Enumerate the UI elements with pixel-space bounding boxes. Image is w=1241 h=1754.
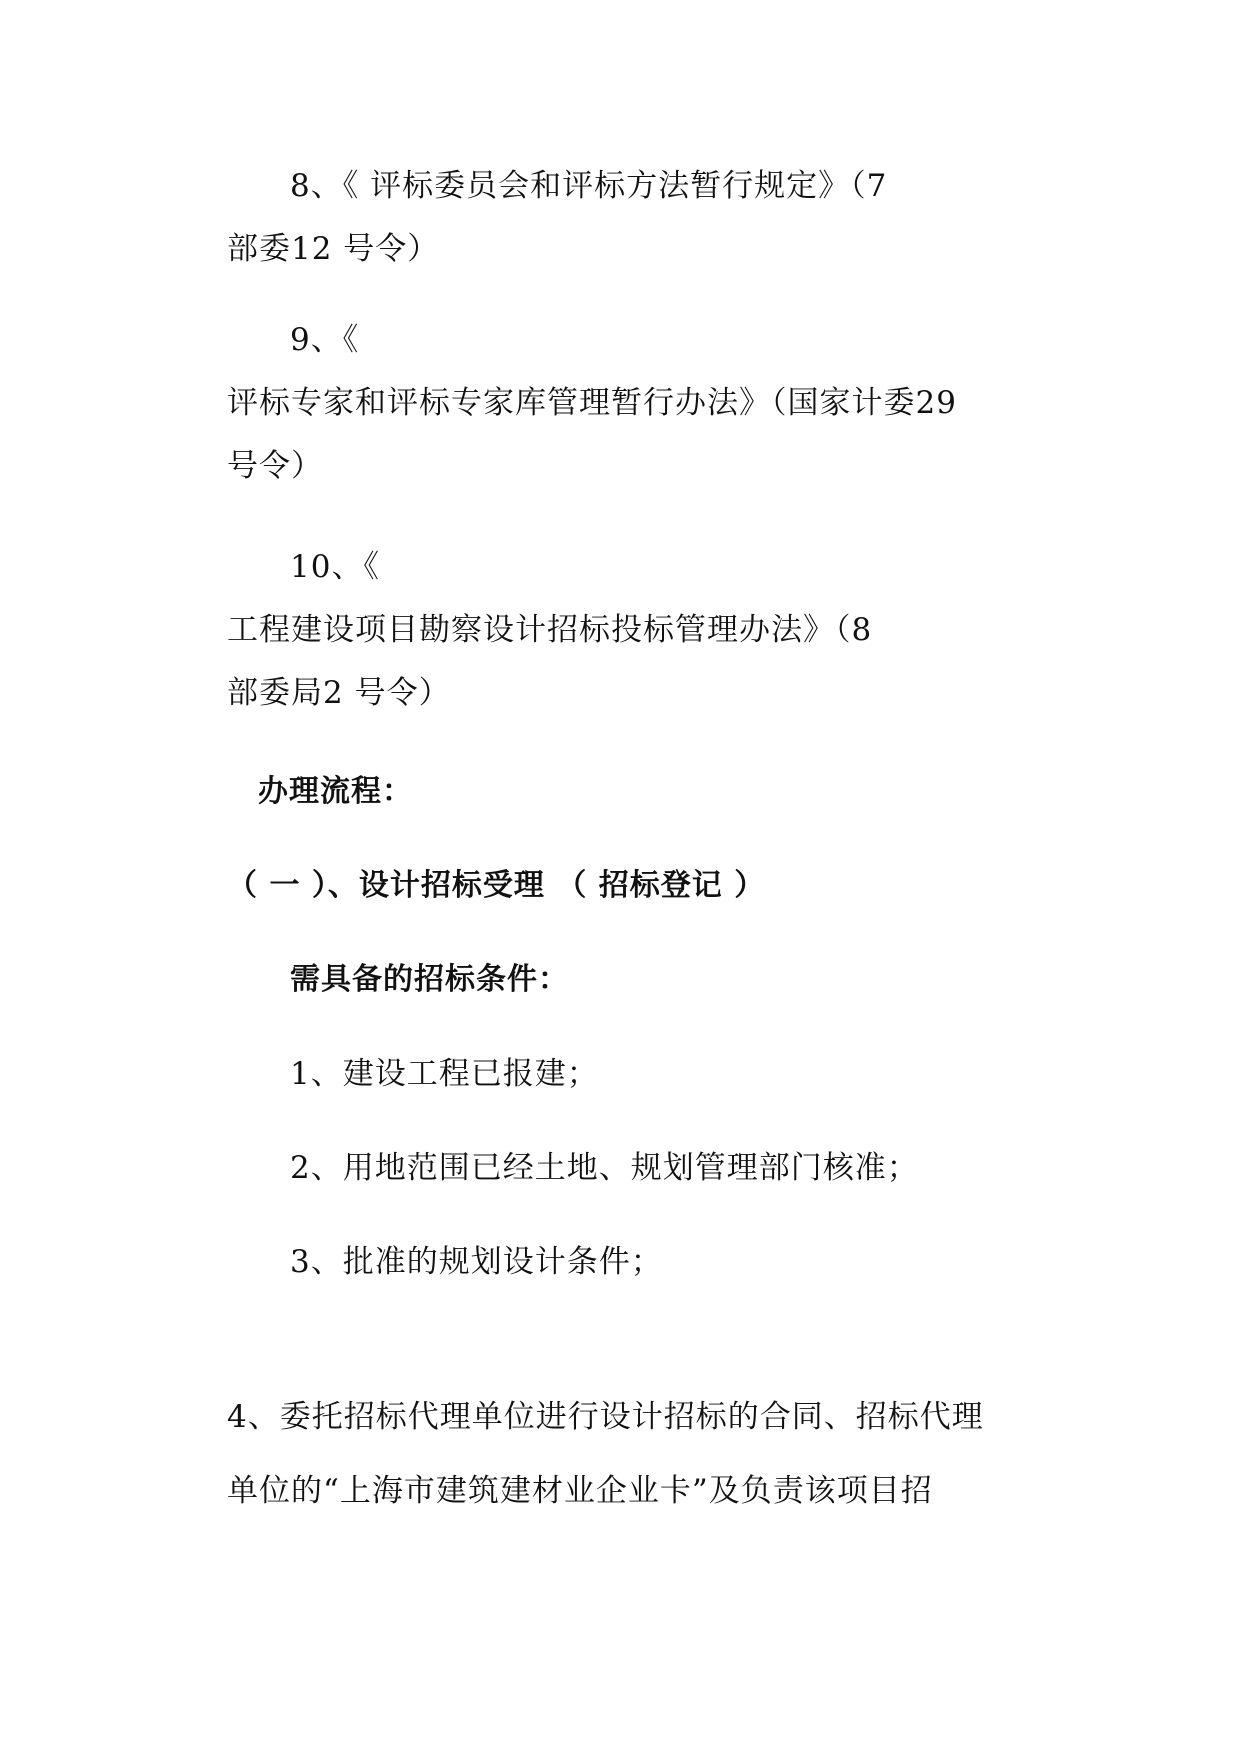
conditions-heading: 需具备的招标条件： <box>290 962 569 997</box>
item-9-line-3: 号令） <box>227 448 323 484</box>
section-heading-process: 办理流程： <box>258 774 413 809</box>
condition-item-1: 1、建设工程已报建； <box>290 1056 599 1092</box>
item-9-line-2: 评标专家和评标专家库管理暂行办法》（国家计委29 <box>227 385 957 421</box>
item-10-line-1: 10、《 <box>290 549 380 585</box>
condition-item-2: 2、用地范围已经土地、规划管理部门核准； <box>290 1150 919 1186</box>
item-8-line-2: 部委12 号令） <box>227 231 440 267</box>
subsection-heading-design-bidding: （ 一 ）、设计招标受理 （ 招标登记 ） <box>227 868 766 903</box>
condition-item-4-line-2: 单位的“上海市建筑建材业企业卡”及负责该项目招 <box>227 1473 933 1509</box>
condition-item-4-line-1: 4、委托招标代理单位进行设计招标的合同、招标代理 <box>227 1399 984 1435</box>
item-9-line-1: 9、《 <box>290 322 360 358</box>
item-10-line-2: 工程建设项目勘察设计招标投标管理办法》（8 <box>227 612 873 648</box>
item-8-line-1: 8、《 评标委员会和评标方法暂行规定》（7 <box>290 168 888 204</box>
item-10-line-3: 部委局2 号令） <box>227 675 451 711</box>
condition-item-3: 3、批准的规划设计条件； <box>290 1244 663 1280</box>
